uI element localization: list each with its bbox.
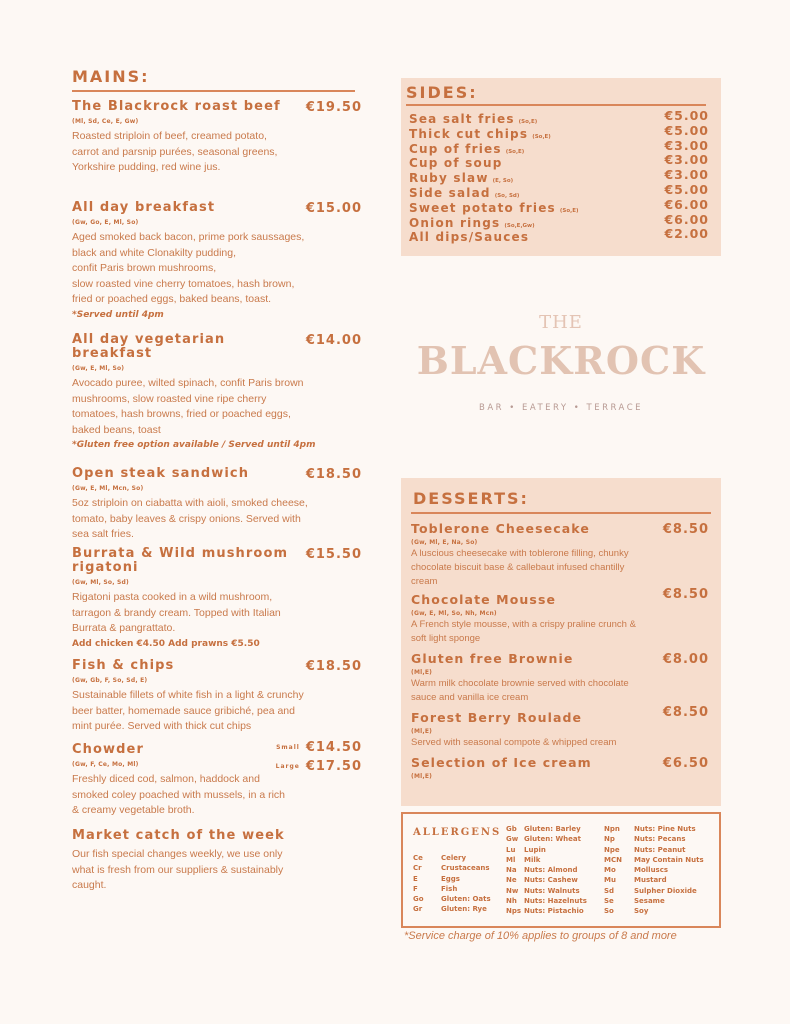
desserts-divider (411, 512, 711, 514)
dessert-item (411, 652, 709, 705)
allergen-name: Nuts: Pecans (634, 835, 686, 844)
item-description-line: Yorkshire pudding, red wine jus. (72, 161, 221, 173)
side-allergens: (So,E) (505, 148, 525, 155)
desserts-panel (401, 478, 721, 806)
allergen-name: Sulpher Dioxide (634, 886, 697, 895)
item-note: *Gluten free option available / Served until 4pm (72, 440, 316, 450)
dessert-description-line: chocolate biscuit base & callebaut infused chantilly (411, 562, 625, 573)
dessert-price: €8.50 (662, 522, 709, 537)
dessert-name: Gluten free Brownie (411, 651, 574, 666)
allergen-name: Nuts: Walnuts (524, 886, 580, 895)
side-price: €6.00 (664, 211, 709, 227)
item-description-line: beer batter, homemade sauce gribiché, pea and (72, 704, 295, 717)
allergen-name: Mustard (634, 876, 667, 885)
dessert-allergens: (Ml,E) (411, 728, 433, 735)
mains-heading: MAINS: (72, 67, 150, 86)
menu-item (72, 467, 362, 543)
dessert-price: €6.50 (662, 756, 709, 771)
item-price: €14.00 (305, 333, 362, 348)
item-allergens: (Ml, Sd, Ce, E, Gw) (72, 118, 139, 125)
allergen-code: Go (413, 895, 424, 904)
allergen-code: E (413, 874, 418, 883)
side-name: Ruby slaw (409, 171, 489, 186)
item-description-line: Aged smoked back bacon, prime pork saussages, (72, 231, 305, 243)
dessert-name: Forest Berry Roulade (411, 710, 583, 725)
allergen-entry (604, 824, 704, 834)
allergen-code: Np (604, 835, 615, 844)
item-description-line: what is fresh from our suppliers & sustainably (72, 863, 284, 876)
allergens-box (401, 812, 721, 928)
allergen-code: Lu (506, 845, 516, 854)
price: €14.50 (305, 740, 362, 755)
side-allergens: (So,E,Gw) (504, 222, 535, 229)
allergen-name: Sesame (634, 897, 665, 906)
dessert-item (411, 705, 709, 750)
allergen-name: Molluscs (634, 866, 669, 875)
side-price: €3.00 (664, 152, 709, 168)
dessert-allergens: (Gw, Ml, E, Na, So) (411, 539, 478, 546)
item-description-line: tarragon & brandy cream. Topped with Italian (72, 606, 281, 619)
allergen-name: Lupin (524, 845, 546, 854)
side-price: €6.00 (664, 196, 709, 212)
item-description-line: Sustainable fillets of white fish in a light & crunchy (72, 689, 304, 701)
allergen-entry (506, 865, 587, 875)
item-description-line: slow roasted vine cherry tomatoes, hash brown, (72, 277, 295, 290)
item-name: Chowder (72, 742, 144, 757)
item-price: €19.50 (305, 100, 362, 115)
item-description-line: tomatoes, hash browns, fried or poached eggs, (72, 408, 291, 420)
item-description-line: mint purée. Served with thick cut chips (72, 720, 252, 732)
item-description-line: baked beans, toast (72, 423, 161, 436)
side-name: Thick cut chips (409, 126, 529, 141)
allergen-name: Fish (441, 884, 458, 893)
side-name: Onion rings (409, 215, 501, 230)
allergen-entry (506, 906, 587, 916)
item-description-line: 5oz striploin on ciabatta with aioli, smoked cheese, (72, 497, 308, 509)
dessert-description-line: A French style mousse, with a crispy praline crunch & (411, 619, 636, 630)
allergen-code: Sd (604, 886, 615, 895)
item-name: Burrata & Wild mushroom rigatoni (72, 546, 289, 575)
side-name: Cup of soup (409, 156, 503, 171)
item-description-line: confit Paris brown mushrooms, (72, 262, 217, 274)
menu-item (72, 829, 362, 894)
sides-panel (401, 78, 721, 256)
allergen-entry (506, 855, 587, 865)
item-description-line: carrot and parsnip purées, seasonal greens, (72, 145, 278, 158)
mains-divider (72, 90, 355, 92)
service-charge-note: *Service charge of 10% applies to groups of 8 and more (404, 930, 677, 942)
side-allergens: (So,E) (559, 207, 579, 214)
logo-tagline: BAR • EATERY • TERRACE (478, 403, 644, 413)
allergen-code: Ml (506, 855, 516, 864)
dessert-description-line: soft light sponge (411, 633, 481, 644)
allergen-entry (506, 875, 587, 885)
allergen-name: Nuts: Pine Nuts (634, 825, 696, 833)
menu-item (72, 659, 362, 735)
side-name: Side salad (409, 186, 491, 200)
item-description-line: Burrata & pangrattato. (72, 622, 176, 634)
item-price: €15.00 (305, 201, 362, 216)
logo-the: THE (539, 312, 583, 333)
item-description-line: sea salt fries. (72, 528, 134, 540)
item-price: €18.50 (305, 467, 362, 482)
item-description-line: caught. (72, 879, 107, 891)
allergen-entry (604, 886, 704, 896)
side-price: €3.00 (664, 137, 709, 153)
side-price: €5.00 (664, 108, 709, 123)
allergen-name: Eggs (441, 874, 460, 883)
side-item (409, 167, 709, 186)
side-price: €5.00 (664, 122, 709, 138)
menu-item (72, 100, 362, 176)
item-name: All day vegetarian breakfast (72, 332, 226, 361)
allergen-column (413, 853, 491, 915)
allergen-code: Gr (413, 905, 423, 914)
side-item (409, 137, 709, 156)
dessert-price: €8.50 (662, 705, 709, 720)
item-name: All day breakfast (72, 200, 216, 215)
item-description-line: Our fish special changes weekly, we use only (72, 848, 283, 860)
allergen-code: Ce (413, 854, 423, 862)
dessert-description-line: cream (411, 576, 438, 587)
dessert-name: Toblerone Cheesecake (411, 521, 590, 536)
allergen-code: Se (604, 897, 614, 906)
size-label: Large (275, 763, 300, 770)
allergen-code: Cr (413, 864, 422, 873)
menu-item (72, 333, 362, 453)
size-label: Small (276, 744, 300, 751)
allergen-code: Nw (506, 886, 519, 895)
allergen-name: Gluten: Rye (441, 905, 487, 914)
desserts-heading: DESSERTS: (413, 489, 529, 508)
allergen-code: MCN (604, 855, 622, 864)
dessert-description-line: Served with seasonal compote & whipped cream (411, 737, 617, 748)
item-name: Market catch of the week (72, 828, 285, 843)
allergen-column (604, 824, 704, 917)
dessert-allergens: (Gw, E, Ml, So, Nh, Mcn) (411, 610, 497, 617)
sides-divider (406, 104, 706, 106)
item-description-line: Rigatoni pasta cooked in a wild mushroom, (72, 591, 273, 603)
allergen-name: Nuts: Hazelnuts (524, 897, 587, 906)
side-item (409, 152, 709, 171)
allergen-code: So (604, 907, 614, 916)
allergen-name: Nuts: Almond (524, 866, 578, 875)
allergen-entry (413, 884, 491, 894)
item-name: Open steak sandwich (72, 466, 250, 481)
allergen-entry (413, 904, 491, 914)
dessert-name: Selection of Ice cream (411, 755, 592, 770)
side-allergens: (So,E) (532, 133, 551, 140)
allergen-entry (604, 896, 704, 906)
allergen-entry (506, 845, 587, 855)
side-item (409, 182, 709, 200)
price: €17.50 (305, 759, 362, 774)
allergen-name: May Contain Nuts (634, 855, 704, 864)
item-allergens: (Gw, Ml, So, Sd) (72, 579, 129, 586)
allergen-entry (604, 865, 704, 875)
allergen-entry (413, 853, 491, 863)
side-name: Sweet potato fries (409, 200, 556, 215)
menu-item (72, 547, 362, 652)
item-description-line: smoked coley poached with mussels, in a rich (72, 788, 286, 801)
dessert-description-line: A luscious cheesecake with toblerone filling, chunky (411, 548, 629, 559)
allergen-name: Milk (524, 855, 541, 864)
dessert-item (411, 587, 709, 646)
dessert-name: Chocolate Mousse (411, 592, 557, 607)
item-description-line: mushrooms, slow roasted vine ripe cherry (72, 392, 267, 405)
allergen-name: Soy (634, 907, 649, 916)
item-allergens: (Gw, Go, E, Ml, So) (72, 219, 139, 226)
allergen-code: Npe (604, 845, 620, 854)
item-description-line: fried or poached eggs, baked beans, toast. (72, 293, 272, 305)
allergens-heading: ALLERGENS (413, 827, 502, 838)
allergen-name: Nuts: Pistachio (524, 907, 584, 916)
allergen-entry (413, 894, 491, 904)
dessert-allergens: (Ml,E) (411, 669, 433, 676)
menu-item (72, 740, 362, 819)
allergen-code: Gw (506, 835, 519, 844)
side-price: €3.00 (664, 167, 709, 183)
allergen-entry (604, 875, 704, 885)
dessert-description-line: sauce and vanilla ice cream (411, 692, 529, 703)
item-price: €18.50 (305, 659, 362, 674)
dessert-item (411, 756, 709, 781)
side-allergens: (So, Sd) (494, 193, 520, 199)
allergen-code: Gb (506, 825, 517, 833)
side-name: Sea salt fries (409, 112, 515, 126)
allergen-name: Celery (441, 854, 467, 862)
allergen-code: Nh (506, 897, 517, 906)
allergen-column (506, 824, 587, 917)
item-allergens: (Gw, E, Ml, So) (72, 365, 125, 372)
item-description-line: black and white Clonakilty pudding, (72, 246, 237, 259)
dessert-allergens: (Ml,E) (411, 773, 433, 780)
allergen-code: Mo (604, 866, 616, 875)
allergen-code: Ne (506, 876, 517, 885)
allergen-entry (506, 896, 587, 906)
allergen-name: Nuts: Peanut (634, 845, 686, 854)
allergen-name: Gluten: Oats (441, 895, 491, 904)
side-name: All dips/Sauces (409, 230, 530, 245)
dessert-description-line: Warm milk chocolate brownie served with chocolate (411, 678, 629, 689)
allergen-code: Nps (506, 907, 522, 916)
allergen-code: Npn (604, 825, 620, 833)
side-price: €2.00 (664, 226, 709, 242)
item-allergens: (Gw, F, Ce, Mo, Ml) (72, 761, 139, 768)
allergen-entry (413, 863, 491, 873)
dessert-item (411, 522, 709, 589)
side-price: €5.00 (664, 182, 709, 197)
dessert-price: €8.50 (662, 587, 709, 602)
allergen-name: Nuts: Cashew (524, 876, 578, 885)
allergen-code: Na (506, 866, 517, 875)
side-item (409, 226, 709, 245)
allergen-entry (604, 855, 704, 865)
item-price: €15.50 (305, 547, 362, 562)
side-name: Cup of fries (409, 141, 502, 156)
allergen-code: Mu (604, 876, 616, 885)
allergen-entry (604, 845, 704, 855)
allergen-name: Gluten: Wheat (524, 835, 581, 844)
dessert-price: €8.00 (662, 652, 709, 667)
menu-item (72, 201, 362, 323)
item-note: *Served until 4pm (72, 309, 164, 320)
side-allergens: (E, So) (492, 178, 514, 185)
item-allergens: (Gw, Gb, F, So, Sd, E) (72, 677, 148, 684)
allergen-entry (604, 834, 704, 844)
side-item (409, 211, 709, 230)
item-description-line: Freshly diced cod, salmon, haddock and (72, 773, 260, 785)
item-description-line: Roasted striploin of beef, creamed potato, (72, 130, 267, 142)
allergen-name: Gluten: Barley (524, 825, 581, 833)
allergen-entry (506, 824, 587, 834)
side-item (409, 108, 709, 126)
item-description-line: & creamy vegetable broth. (72, 804, 195, 816)
item-extra: Add chicken €4.50 Add prawns €5.50 (72, 638, 260, 649)
sides-heading: SIDES: (406, 83, 478, 102)
item-price-large (276, 759, 362, 774)
side-allergens: (So,E) (518, 119, 538, 125)
item-name: The Blackrock roast beef (72, 99, 281, 114)
side-item (409, 122, 709, 141)
allergen-entry (413, 874, 491, 884)
item-description-line: tomato, baby leaves & crispy onions. Served with (72, 512, 301, 525)
item-price-small (276, 740, 362, 755)
allergen-code: F (413, 884, 418, 893)
item-description-line: Avocado puree, wilted spinach, confit Paris brown (72, 377, 304, 389)
item-name: Fish & chips (72, 658, 175, 673)
allergen-entry (506, 834, 587, 844)
allergen-entry (604, 906, 704, 916)
allergen-entry (506, 886, 587, 896)
allergen-name: Crustaceans (441, 864, 490, 873)
item-allergens: (Gw, E, Ml, Mcn, So) (72, 485, 144, 492)
logo-name: BLACKROCK (416, 338, 706, 383)
